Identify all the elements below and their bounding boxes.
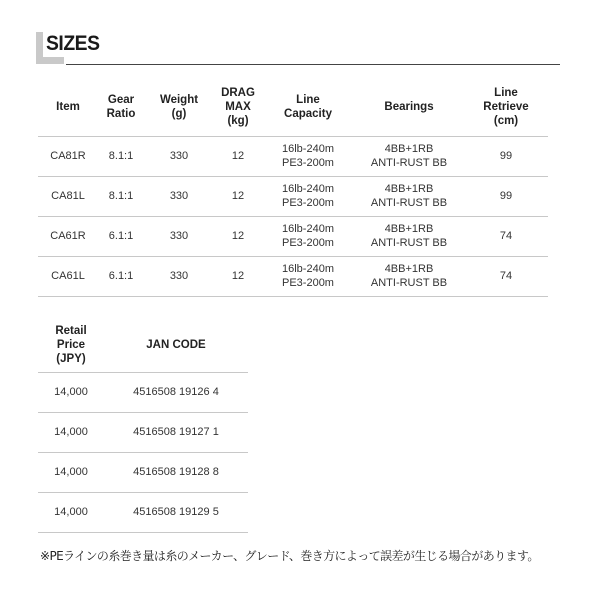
header-text: Gear (107, 93, 135, 106)
cell-drag-max (214, 256, 262, 296)
cell-gear-ratio (98, 136, 144, 176)
cell-text: 14,000 (54, 506, 88, 518)
header-text: Retrieve (483, 100, 529, 113)
cell-bearings (354, 176, 464, 216)
column-header (354, 78, 464, 136)
cell-text: 99 (499, 190, 513, 202)
table-row (38, 452, 248, 492)
cell-text: 12 (231, 190, 245, 202)
header-text: Ratio (106, 107, 136, 120)
cell-line-retrieve (464, 176, 548, 216)
cell-price (38, 372, 104, 412)
cell-text: 14,000 (54, 426, 88, 438)
header-text: Bearings (384, 100, 434, 113)
cell-text: 16lb-240m (282, 263, 334, 275)
cell-weight (144, 256, 214, 296)
cell-weight (144, 136, 214, 176)
cell-text: CA61L (51, 270, 85, 282)
column-header (38, 78, 98, 136)
cell-bearings (354, 216, 464, 256)
cell-text: 330 (169, 270, 189, 282)
header-text: Item (56, 100, 80, 113)
column-header (38, 318, 104, 372)
cell-gear-ratio (98, 256, 144, 296)
cell-text: ANTI-RUST BB (370, 197, 448, 209)
cell-text: PE3-200m (282, 197, 334, 209)
cell-text: ANTI-RUST BB (370, 277, 448, 289)
table-row (38, 412, 248, 452)
column-header (144, 78, 214, 136)
cell-item (38, 176, 98, 216)
cell-drag-max (214, 216, 262, 256)
cell-line-capacity (262, 176, 354, 216)
cell-text: PE3-200m (282, 277, 334, 289)
cell-gear-ratio (98, 176, 144, 216)
cell-drag-max (214, 176, 262, 216)
cell-weight (144, 216, 214, 256)
cell-text: 16lb-240m (282, 223, 334, 235)
cell-text: 4516508 19126 4 (133, 386, 219, 398)
header-text: Weight (159, 93, 199, 106)
table-row (38, 372, 248, 412)
header-text: Retail (55, 324, 87, 337)
price-header-row (38, 318, 248, 372)
header-text: Line (296, 93, 320, 106)
table-row (38, 216, 548, 256)
cell-text: 4BB+1RB (384, 223, 434, 235)
cell-text: 12 (231, 150, 245, 162)
cell-line-retrieve (464, 216, 548, 256)
spec-table (38, 78, 548, 297)
footnote: ※PEラインの糸巻き量は糸のメーカー、グレード、巻き方によって誤差が生じる場合があります。 (40, 549, 539, 563)
cell-line-retrieve (464, 256, 548, 296)
table-row (38, 176, 548, 216)
cell-text: 4BB+1RB (384, 183, 434, 195)
cell-line-capacity (262, 136, 354, 176)
cell-text: ANTI-RUST BB (370, 157, 448, 169)
cell-text: 4516508 19129 5 (133, 506, 219, 518)
header-text: Line (494, 86, 518, 99)
cell-text: 74 (499, 270, 513, 282)
cell-gear-ratio (98, 216, 144, 256)
cell-item (38, 136, 98, 176)
cell-text: 12 (231, 270, 245, 282)
cell-text: 99 (499, 150, 513, 162)
column-header (104, 318, 248, 372)
cell-bearings (354, 136, 464, 176)
cell-jan (104, 452, 248, 492)
cell-weight (144, 176, 214, 216)
header-text: (cm) (493, 114, 519, 127)
cell-text: 4516508 19127 1 (133, 426, 219, 438)
header-text: JAN CODE (146, 338, 206, 351)
cell-text: PE3-200m (282, 157, 334, 169)
cell-text: 16lb-240m (282, 183, 334, 195)
cell-jan (104, 372, 248, 412)
cell-text: 12 (231, 230, 245, 242)
cell-jan (104, 412, 248, 452)
header-text: DRAG (221, 86, 255, 99)
column-header (464, 78, 548, 136)
header-text: Capacity (284, 107, 332, 120)
cell-text: CA61R (50, 230, 86, 242)
cell-text: CA81R (50, 150, 86, 162)
price-table (38, 318, 248, 533)
cell-jan (104, 492, 248, 532)
column-header (214, 78, 262, 136)
cell-price (38, 412, 104, 452)
table-row (38, 136, 548, 176)
column-header (262, 78, 354, 136)
cell-bearings (354, 256, 464, 296)
cell-text: 4BB+1RB (384, 143, 434, 155)
cell-text: 74 (499, 230, 513, 242)
table-row (38, 492, 248, 532)
cell-text: 4516508 19128 8 (133, 466, 219, 478)
cell-item (38, 216, 98, 256)
cell-line-capacity (262, 256, 354, 296)
cell-text: 4BB+1RB (384, 263, 434, 275)
title-divider (66, 64, 560, 65)
cell-text: 6.1:1 (108, 270, 134, 282)
cell-text: 330 (169, 230, 189, 242)
cell-text: 16lb-240m (282, 143, 334, 155)
header-text: (g) (171, 107, 187, 120)
header-text: (JPY) (56, 352, 86, 365)
cell-text: 330 (169, 190, 189, 202)
header-text: (kg) (227, 114, 249, 127)
cell-line-capacity (262, 216, 354, 256)
cell-text: 14,000 (54, 386, 88, 398)
cell-text: PE3-200m (282, 237, 334, 249)
cell-text: 8.1:1 (108, 190, 134, 202)
cell-text: 8.1:1 (108, 150, 134, 162)
cell-text: ANTI-RUST BB (370, 237, 448, 249)
spec-header-row (38, 78, 548, 136)
cell-item (38, 256, 98, 296)
cell-drag-max (214, 136, 262, 176)
cell-text: 330 (169, 150, 189, 162)
cell-text: 14,000 (54, 466, 88, 478)
cell-text: 6.1:1 (108, 230, 134, 242)
section-title: SIZES (46, 32, 100, 55)
cell-price (38, 452, 104, 492)
column-header (98, 78, 144, 136)
table-row (38, 256, 548, 296)
cell-text: CA81L (51, 190, 85, 202)
header-text: Price (56, 338, 86, 351)
header-text: MAX (225, 100, 251, 113)
cell-price (38, 492, 104, 532)
section-header (36, 28, 560, 68)
cell-line-retrieve (464, 136, 548, 176)
